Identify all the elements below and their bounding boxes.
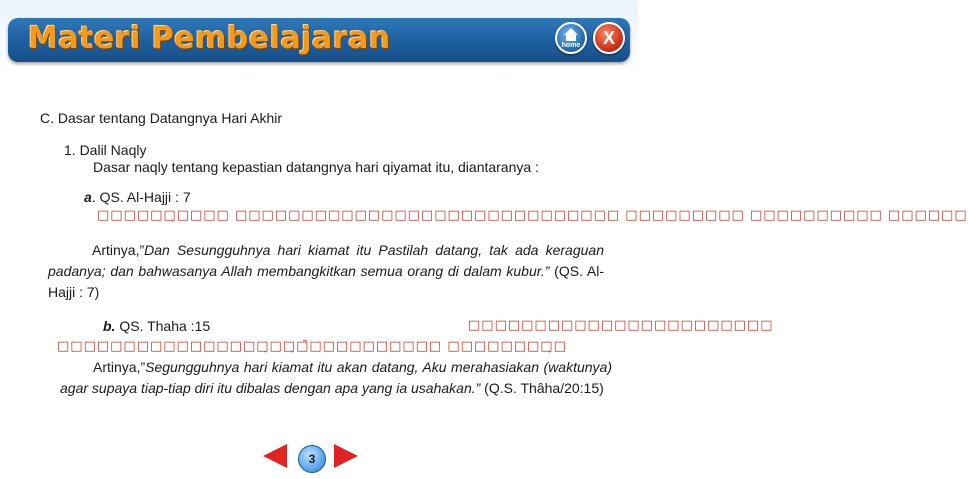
item-b-translation	[60, 357, 612, 399]
page-title: Materi Pembelajaran	[28, 21, 391, 56]
item-b-translation-prefix: Artinya,”	[93, 359, 146, 375]
item-b-citation: QS. Thaha :15	[115, 318, 211, 334]
home-label: home	[561, 42, 581, 49]
page-number-badge: 3	[298, 445, 326, 473]
item-b-letter: b.	[103, 318, 116, 334]
item-a-letter: a	[84, 189, 92, 205]
item-b-arabic-right: □□□□□□□□□□□□□□□□□□□□□□□	[468, 318, 774, 333]
item-a-translation-ref: (QS. Al-Hajji : 7)	[48, 263, 604, 300]
subsection-heading: 1. Dalil Naqly	[64, 142, 147, 158]
item-b-translation-text: Segungguhnya hari kiamat itu akan datang, Aku merahasiakan (waktunya) agar supaya tiap-tiap diri itu dibalas dengan apa yang ia usahakan.”	[60, 359, 612, 396]
previous-page-icon[interactable]	[263, 444, 287, 468]
close-button[interactable]: X	[593, 22, 625, 54]
item-a-citation: . QS. Al-Hajji : 7	[91, 189, 191, 205]
item-a-translation	[48, 240, 604, 303]
item-a-translation-text: Dan Sesungguhnya hari kiamat itu Pastilah datang, tak ada keraguan padanya; dan bahwasanya Allah membangkitkan semua orang di dalam kubur.”	[48, 242, 604, 279]
intro-text: Dasar naqly tentang kepastian datangnya hari qiyamat itu, diantaranya :	[93, 159, 539, 175]
section-heading: C. Dasar tentang Datangnya Hari Akhir	[40, 110, 283, 126]
item-a-ref	[84, 189, 191, 205]
next-page-icon[interactable]	[334, 444, 358, 468]
item-b-translation-ref: (Q.S. Thâha/20:15)	[480, 380, 604, 396]
item-a-arabic: □□□□□□̣□□□□ □□□□□□□□□□□□□□□□□□□□□□□□□□□□□ □□□□□□□□□ □□□□□□□□□□ □□□□□□	[97, 208, 968, 223]
item-b-arabic-line2: □□□□□□□□□□□□□□□□̣□□̣□̃□□□□□□□□□□ □□□□□□□□̣□	[57, 339, 567, 354]
item-b-ref	[103, 318, 210, 334]
item-a-translation-prefix: Artinya,”	[92, 242, 145, 258]
